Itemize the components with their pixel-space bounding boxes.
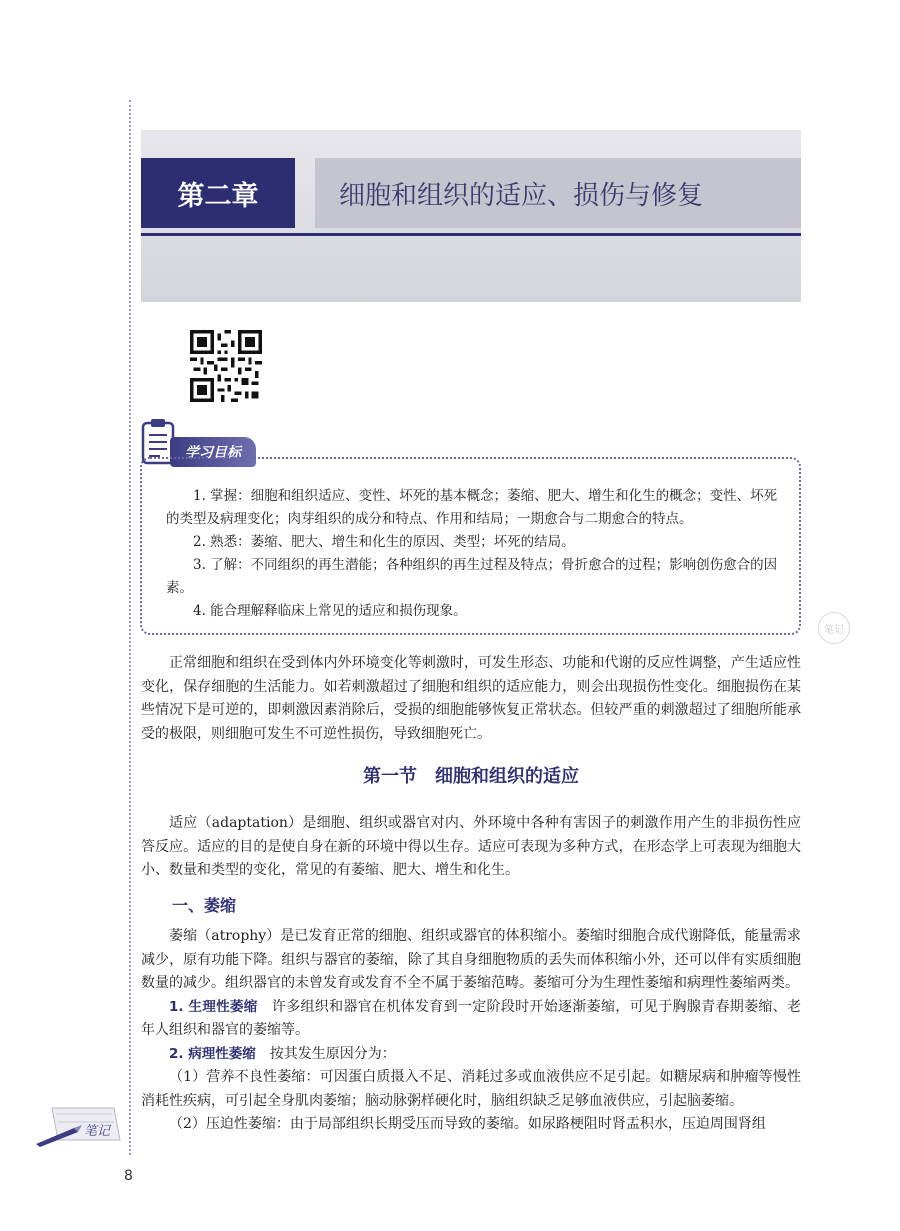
notes-pen-icon bbox=[34, 1100, 124, 1150]
objective-item: 1. 掌握：细胞和组织适应、变性、坏死的基本概念；萎缩、肥大、增生和化生的概念；变性、坏死的类型及病理变化；肉芽组织的成分和特点、作用和结局；一期愈合与二期愈合的特点。 bbox=[166, 488, 778, 527]
margin-dotted-line bbox=[129, 100, 131, 1155]
atrophy-block bbox=[141, 925, 801, 1137]
physiological-atrophy-text: 许多组织和器官在机体发育到一定阶段时开始逐渐萎缩，可见于胸腺青春期萎缩、老年人组织和器官的萎缩等。 bbox=[141, 998, 801, 1038]
pathological-atrophy-label: 2. 病理性萎缩 bbox=[169, 1045, 256, 1062]
objectives-box bbox=[140, 457, 801, 635]
objective-item: 4. 能合理解释临床上常见的适应和损伤现象。 bbox=[193, 603, 467, 619]
chapter-number: 第二章 bbox=[141, 158, 295, 228]
atrophy-paragraph: 萎缩（atrophy）是已发育正常的细胞、组织或器官的体积缩小。萎缩时细胞合成代谢降低，能量需求减少，原有功能下降。组织与器官的萎缩，除了其自身细胞物质的丢失而体积缩小外，还可以伴有实质细胞数量的减少。组织器官的未曾发育或发育不全不属于萎缩范畴。萎缩可分为生理性萎缩和病理性萎缩两类。 bbox=[141, 928, 801, 991]
chapter-title: 细胞和组织的适应、损伤与修复 bbox=[315, 158, 801, 228]
physiological-atrophy-label: 1. 生理性萎缩 bbox=[169, 998, 258, 1015]
section-paragraph: 适应（adaptation）是细胞、组织或器官对内、外环境中各种有害因子的刺激作用产生的非损伤性应答反应。适应的目的是使自身在新的环境中得以生存。适应可表现为多种方式，在形态学上可表现为细胞大小、数量和类型的变化，常见的有萎缩、肥大、增生和化生。 bbox=[141, 815, 801, 878]
physiological-atrophy-paragraph bbox=[141, 996, 801, 1043]
pathological-atrophy-text: 按其发生原因分为： bbox=[255, 1045, 396, 1062]
list-item: （1）营养不良性萎缩：可因蛋白质摄入不足、消耗过多或血液供应不足引起。如糖尿病和肿瘤等慢性消耗性疾病，可引起全身肌肉萎缩；脑动脉粥样硬化时，脑组织缺乏足够血液供应，引起脑萎缩。 bbox=[141, 1069, 801, 1109]
qr-code-icon[interactable] bbox=[190, 330, 262, 402]
pathological-atrophy-paragraph bbox=[141, 1043, 801, 1067]
intro-paragraph: 正常细胞和组织在受到体内外环境变化等刺激时，可发生形态、功能和代谢的反应性调整，产生适应性变化，保存细胞的生活能力。如若刺激超过了细胞和组织的适应能力，则会出现损伤性变化。细胞损伤在某些情况下是可逆的，即刺激因素消除后，受损的细胞能够恢复正常状态。但较严重的刺激超过了细胞所能承受的极限，则细胞可发生不可逆性损伤，导致细胞死亡。 bbox=[141, 655, 801, 742]
notes-label: 笔记 bbox=[84, 1124, 111, 1139]
page-number: 8 bbox=[124, 1168, 133, 1184]
subheading-atrophy: 一、萎缩 bbox=[172, 896, 237, 915]
intro-block bbox=[141, 652, 801, 746]
objectives-tab: 学习目标 bbox=[170, 437, 256, 467]
objective-item: 3. 了解：不同组织的再生潜能；各种组织的再生过程及特点；骨折愈合的过程；影响创伤愈合的因素。 bbox=[166, 557, 778, 596]
objective-item: 2. 熟悉：萎缩、肥大、增生和化生的原因、类型；坏死的结局。 bbox=[193, 534, 575, 550]
chapter-rule bbox=[141, 233, 801, 236]
section-title: 第一节 细胞和组织的适应 bbox=[363, 766, 579, 787]
list-item: （2）压迫性萎缩：由于局部组织长期受压而导致的萎缩。如尿路梗阻时肾盂积水，压迫周围肾组 bbox=[169, 1116, 766, 1132]
section-block bbox=[141, 812, 801, 883]
side-notes-mark: 笔记 bbox=[818, 612, 850, 644]
